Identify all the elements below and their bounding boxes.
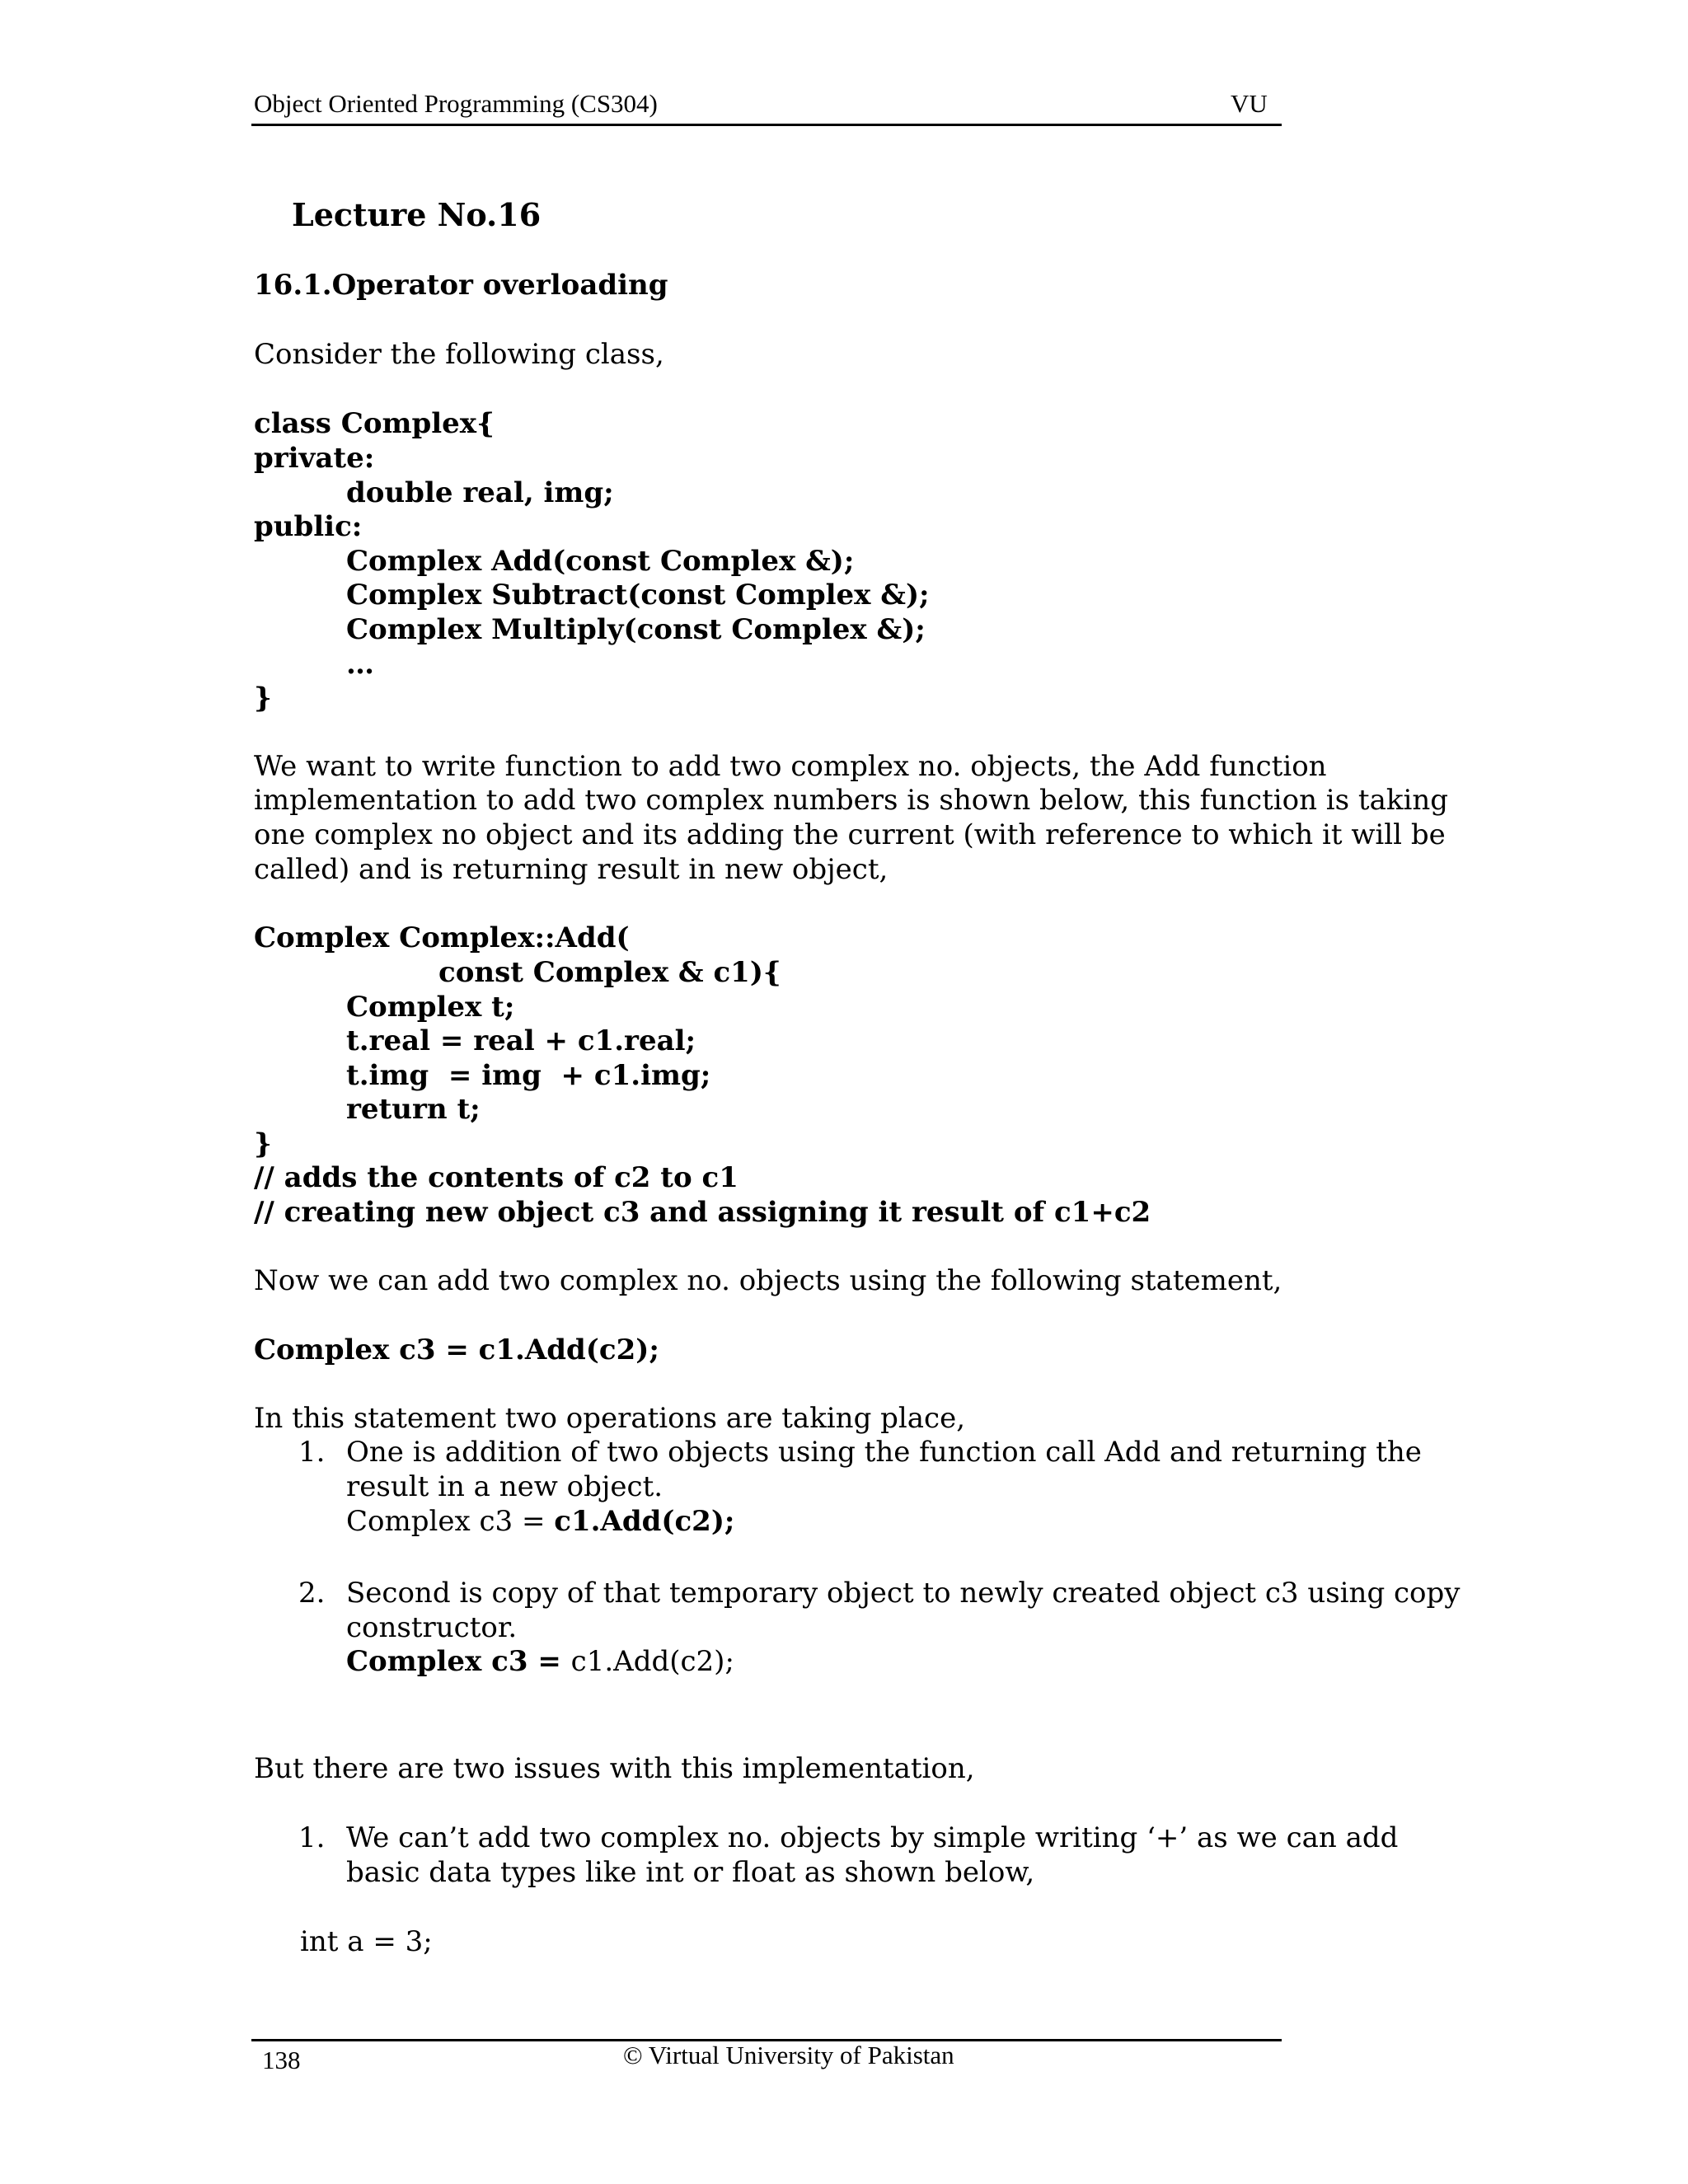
code-line: … xyxy=(346,648,374,681)
code-line: t.real = real + c1.real; xyxy=(346,1024,696,1057)
code-line: Complex t; xyxy=(346,991,515,1024)
list-line: basic data types like int or float as shown below, xyxy=(346,1856,1035,1889)
list-number: 2. xyxy=(298,1577,326,1610)
list-line: Second is copy of that temporary object to newly created object c3 using copy xyxy=(346,1577,1461,1610)
code-line: Complex Complex::Add( xyxy=(254,921,630,954)
code-line: class Complex{ xyxy=(254,407,495,440)
code-line: const Complex & c1){ xyxy=(438,956,781,989)
list-code xyxy=(346,1645,734,1678)
code-line: Complex Add(const Complex &); xyxy=(346,545,855,578)
section-title: 16.1.Operator overloading xyxy=(254,269,668,302)
code-line: } xyxy=(254,682,272,715)
list-line: result in a new object. xyxy=(346,1470,663,1503)
paragraph-line: one complex no object and its adding the current (with reference to which it will be xyxy=(254,818,1446,851)
list-code xyxy=(346,1505,734,1538)
code-line: } xyxy=(254,1127,272,1160)
code-line: Complex Subtract(const Complex &); xyxy=(346,579,930,612)
list-line: One is addition of two objects using the function call Add and returning the xyxy=(346,1436,1422,1469)
code-statement: int a = 3; xyxy=(300,1925,433,1958)
list-number: 1. xyxy=(298,1436,326,1469)
code-comment: // adds the contents of c2 to c1 xyxy=(254,1161,738,1194)
running-header-brand: VU xyxy=(1231,89,1268,118)
paragraph-line: We want to write function to add two complex no. objects, the Add function xyxy=(254,750,1327,783)
page-number: 138 xyxy=(262,2046,301,2074)
list-line: We can’t add two complex no. objects by simple writing ‘+’ as we can add xyxy=(346,1821,1399,1854)
code-line: t.img = img + c1.img; xyxy=(346,1059,711,1092)
code-plain: c1.Add(c2); xyxy=(570,1645,734,1678)
code-line: Complex Multiply(const Complex &); xyxy=(346,613,926,646)
code-statement: Complex c3 = c1.Add(c2); xyxy=(254,1333,659,1366)
footer-copyright: © Virtual University of Pakistan xyxy=(623,2041,954,2069)
code-bold: Complex c3 = xyxy=(346,1645,571,1678)
running-header-course: Object Oriented Programming (CS304) xyxy=(254,89,658,118)
code-plain: Complex c3 = xyxy=(346,1505,555,1538)
code-line: double real, img; xyxy=(346,476,614,509)
paragraph-line: called) and is returning result in new object, xyxy=(254,853,889,886)
code-line: return t; xyxy=(346,1093,481,1126)
paragraph: Now we can add two complex no. objects using the following statement, xyxy=(254,1264,1282,1297)
paragraph: But there are two issues with this implementation, xyxy=(254,1752,975,1785)
paragraph-line: implementation to add two complex numbers is shown below, this function is taking xyxy=(254,784,1448,817)
lecture-title: Lecture No.16 xyxy=(292,196,542,233)
code-line: public: xyxy=(254,510,363,543)
code-line: private: xyxy=(254,442,375,475)
header-rule xyxy=(251,124,1282,126)
intro-paragraph: Consider the following class, xyxy=(254,338,664,371)
list-number: 1. xyxy=(298,1821,326,1854)
list-line: constructor. xyxy=(346,1611,518,1644)
code-bold: c1.Add(c2); xyxy=(554,1505,735,1538)
code-comment: // creating new object c3 and assigning it result of c1+c2 xyxy=(254,1196,1151,1229)
paragraph: In this statement two operations are taking place, xyxy=(254,1402,966,1435)
